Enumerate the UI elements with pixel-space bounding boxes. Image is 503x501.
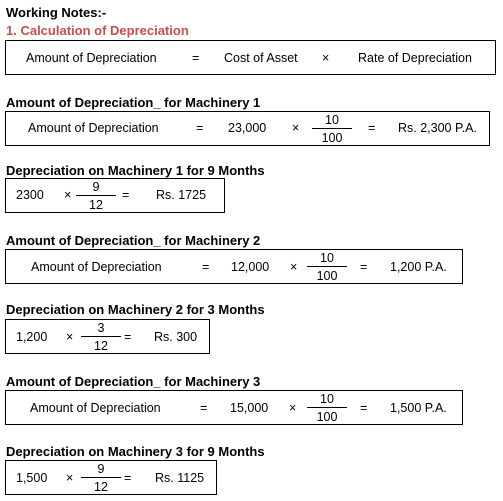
m2p-equals: = [124, 330, 132, 344]
m1-result: Rs. 2,300 P.A. [398, 121, 477, 135]
m2-equals: = [202, 260, 210, 274]
m1-equals-2: = [368, 121, 376, 135]
m2-equals-2: = [360, 260, 368, 274]
m1-fraction [312, 113, 352, 145]
calculation-subheading: 1. Calculation of Depreciation [6, 23, 189, 38]
m2-numerator: 10 [320, 251, 334, 265]
m3-fraction [307, 392, 347, 424]
m2p-numerator: 3 [97, 321, 105, 335]
working-notes-heading: Working Notes:- [6, 5, 107, 20]
m1-amount: 23,000 [228, 121, 267, 135]
m2-fraction [307, 251, 347, 283]
m3-label: Amount of Depreciation [30, 401, 161, 415]
m3-equals-2: = [360, 401, 368, 415]
m1p-fraction-bar [76, 195, 116, 196]
m1p-denominator: 12 [89, 198, 103, 212]
m1-numerator: 10 [325, 113, 339, 127]
m1p-box [5, 178, 225, 213]
m3-numerator: 10 [320, 392, 334, 406]
m3-box [5, 390, 463, 425]
m1-fraction-bar [312, 128, 352, 129]
m2p-amount: 1,200 [16, 330, 48, 344]
m3-fraction-bar [307, 407, 347, 408]
m1p-amount: 2300 [16, 188, 44, 202]
m3p-numerator: 9 [97, 462, 105, 476]
m3p-equals: = [124, 471, 132, 485]
m2-denominator: 100 [316, 269, 338, 283]
m2-times: × [290, 260, 298, 274]
m2p-times: × [66, 330, 74, 344]
m1-box [5, 111, 490, 146]
m1-times: × [292, 121, 300, 135]
m1p-equals: = [122, 188, 130, 202]
m3-times: × [289, 401, 297, 415]
m2p-fraction-bar [81, 336, 121, 337]
m3-equals: = [200, 401, 208, 415]
m3-denominator: 100 [316, 410, 338, 424]
m3p-fraction-bar [81, 477, 121, 478]
m2-title: Amount of Depreciation_ for Machinery 2 [6, 233, 261, 248]
m1p-fraction [76, 180, 116, 212]
formula-box [5, 40, 496, 75]
m1p-numerator: 9 [92, 180, 100, 194]
m1-title: Amount of Depreciation_ for Machinery 1 [6, 95, 261, 110]
m1p-times: × [64, 188, 72, 202]
formula-rate: Rate of Depreciation [358, 51, 472, 65]
m1-label: Amount of Depreciation [28, 121, 159, 135]
m2-fraction-bar [307, 266, 347, 267]
m2-label: Amount of Depreciation [31, 260, 162, 274]
m2-amount: 12,000 [231, 260, 270, 274]
m3-amount: 15,000 [230, 401, 269, 415]
m2p-title: Depreciation on Machinery 2 for 3 Months [6, 302, 265, 317]
m1-denominator: 100 [321, 131, 343, 145]
m3p-amount: 1,500 [16, 471, 48, 485]
formula-cost: Cost of Asset [224, 51, 298, 65]
formula-left: Amount of Depreciation [26, 51, 157, 65]
m3p-box [5, 460, 217, 495]
m1p-result: Rs. 1725 [156, 188, 207, 202]
m3p-times: × [66, 471, 74, 485]
m2p-denominator: 12 [94, 339, 108, 353]
m3p-result: Rs. 1125 [155, 471, 205, 485]
formula-equals: = [192, 51, 200, 65]
m2-result: 1,200 P.A. [390, 260, 447, 274]
m2-box [5, 249, 463, 284]
m2p-result: Rs. 300 [154, 330, 198, 344]
m1-equals: = [196, 121, 204, 135]
m3p-fraction [81, 462, 121, 494]
m3-title: Amount of Depreciation_ for Machinery 3 [6, 374, 261, 389]
m3-result: 1,500 P.A. [390, 401, 447, 415]
m1p-title: Depreciation on Machinery 1 for 9 Months [6, 163, 265, 178]
formula-times: × [322, 51, 330, 65]
m3p-denominator: 12 [94, 480, 108, 494]
m2p-fraction [81, 321, 121, 353]
m2p-box [5, 319, 210, 354]
m3p-title: Depreciation on Machinery 3 for 9 Months [6, 444, 265, 459]
